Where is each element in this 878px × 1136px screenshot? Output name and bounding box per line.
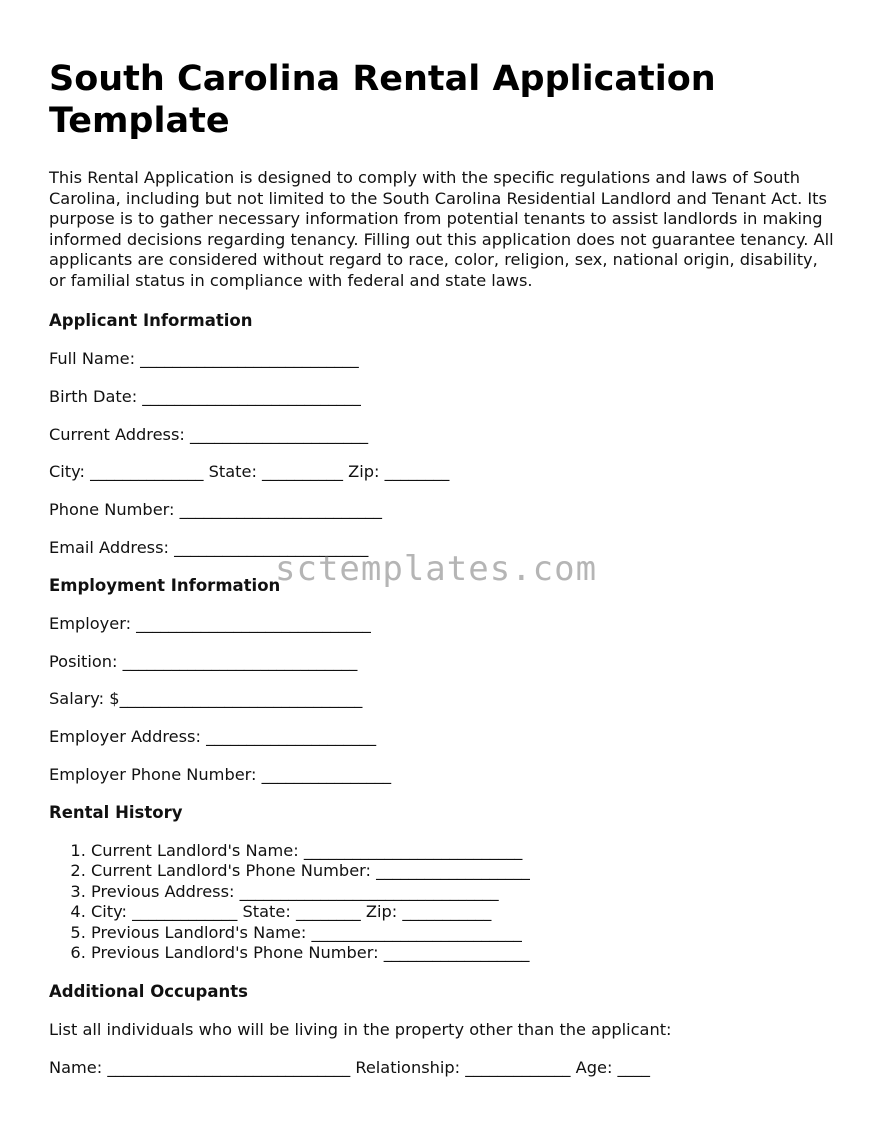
previous-landlord-name-field[interactable]: 5. Previous Landlord's Name: __________________________ [91, 923, 839, 944]
city-state-zip-field[interactable]: City: ______________ State: __________ Zip: ________ [49, 462, 450, 482]
occupant-row-field[interactable]: Name: ______________________________ Relationship: _____________ Age: ____ [49, 1057, 650, 1077]
full-name-field[interactable]: Full Name: ___________________________ [49, 349, 359, 368]
occupants-instruction: List all individuals who will be living in the property other than the applicant: [49, 1019, 672, 1039]
current-landlord-name-field[interactable]: 1. Current Landlord's Name: ___________________________ [91, 841, 839, 862]
current-landlord-phone-field[interactable]: 2. Current Landlord's Phone Number: ___________________ [91, 861, 839, 882]
intro-paragraph: This Rental Application is designed to comply with the specific regulations and laws of South Carolina, including but not limited to the South Carolina Residential Landlord and Tenant Act. Its purpose is to gather necessary information from potential tenants to assist landlords in making informed decisions regarding tenancy. Filling out this application does not guarantee tenancy. All applicants are considered without regard to race, color, religion, sex, national origin, disability, or familial status in compliance with federal and state laws. [49, 168, 834, 290]
watermark: sctemplates.com [275, 549, 598, 589]
employer-phone-field[interactable]: Employer Phone Number: ________________ [49, 764, 392, 784]
rental-history-list [49, 841, 839, 964]
position-field[interactable]: Position: _____________________________ [49, 651, 358, 671]
previous-city-state-zip-field[interactable]: 4. City: _____________ State: ________ Zip: ___________ [91, 902, 839, 923]
birth-date-field[interactable]: Birth Date: ___________________________ [49, 386, 361, 406]
employer-field[interactable]: Employer: _____________________________ [49, 613, 371, 633]
occupants-section-heading: Additional Occupants [49, 981, 248, 1001]
previous-address-field[interactable]: 3. Previous Address: ________________________________ [91, 882, 839, 903]
current-address-field[interactable]: Current Address: ______________________ [49, 424, 369, 444]
employer-address-field[interactable]: Employer Address: _____________________ [49, 727, 377, 747]
page-title: South Carolina Rental Application Template [49, 59, 716, 141]
employment-section-heading: Employment Information [49, 575, 281, 595]
applicant-section-heading: Applicant Information [49, 311, 253, 330]
salary-field[interactable]: Salary: $______________________________ [49, 689, 363, 709]
rental-history-heading: Rental History [49, 802, 183, 822]
email-address-field[interactable]: Email Address: ________________________ [49, 537, 369, 557]
phone-number-field[interactable]: Phone Number: _________________________ [49, 500, 382, 520]
previous-landlord-phone-field[interactable]: 6. Previous Landlord's Phone Number: __________________ [91, 943, 839, 964]
